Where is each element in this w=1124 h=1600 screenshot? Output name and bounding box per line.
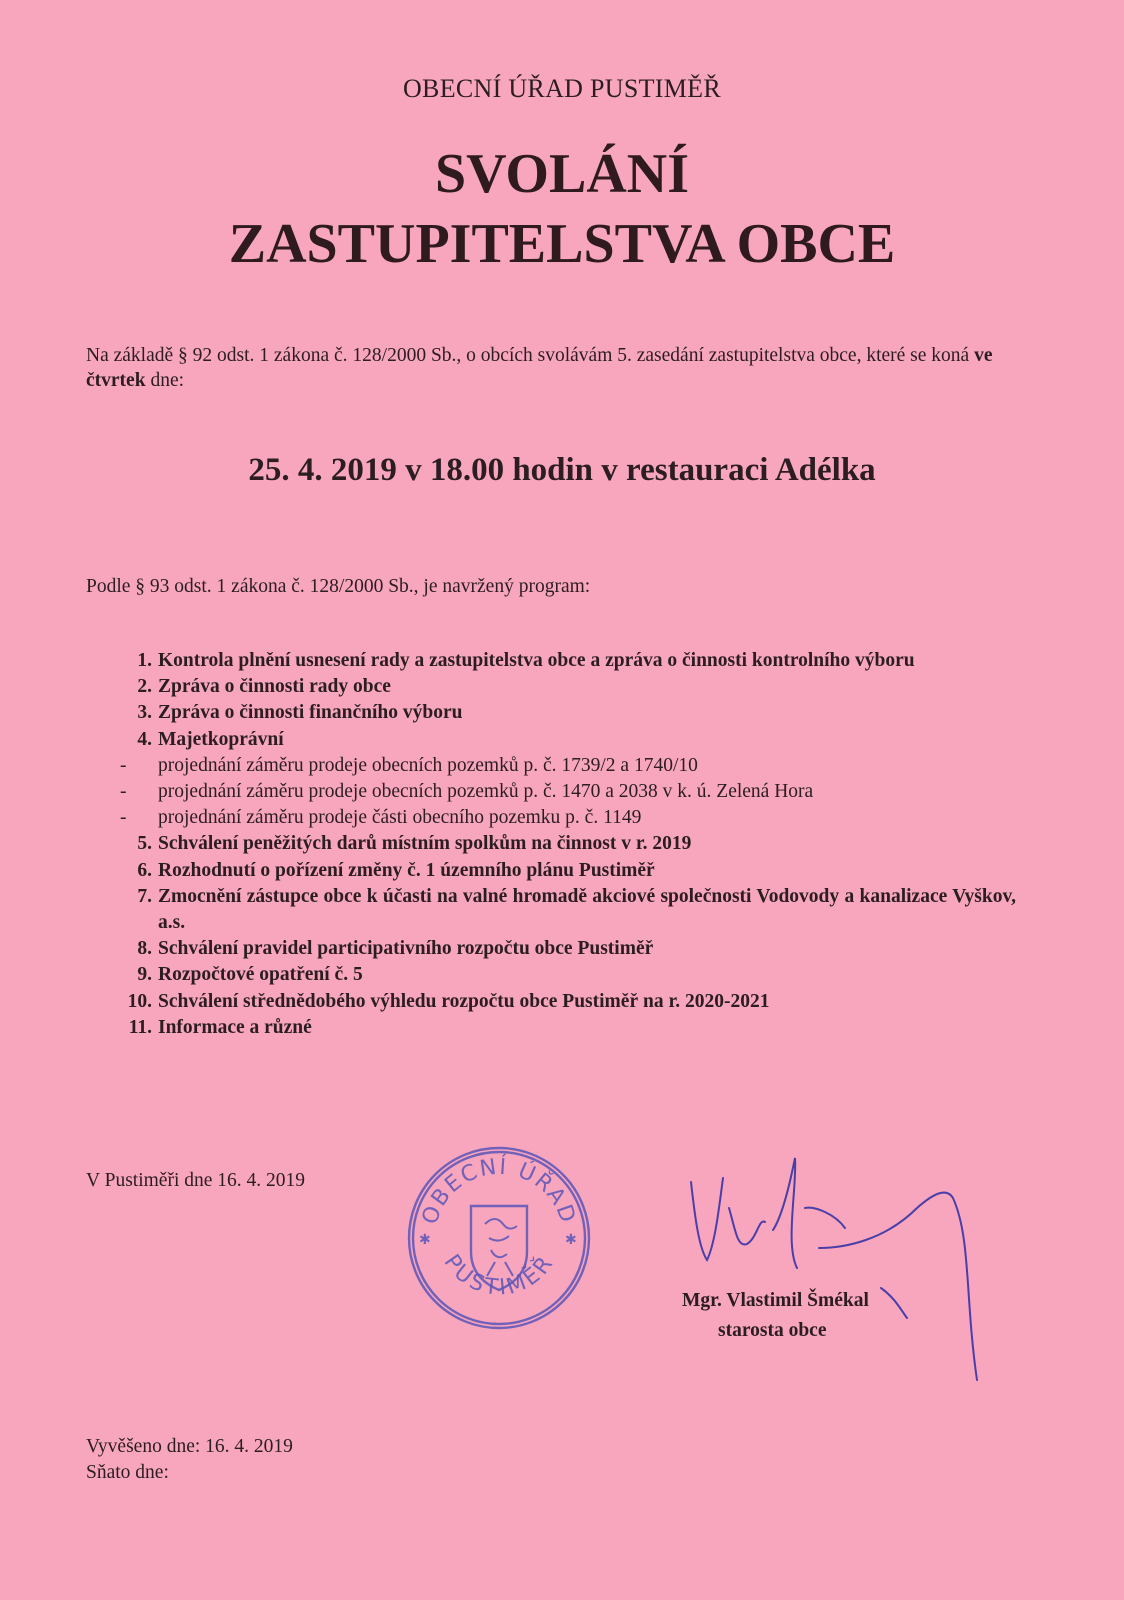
intro-paragraph <box>86 343 1046 393</box>
agenda-item-marker: - <box>120 781 127 803</box>
svg-text:✱: ✱ <box>419 1232 431 1248</box>
seal-text-bottom: PUSTIMĚŘ <box>438 1250 560 1301</box>
intro-text-before: Na základě § 92 odst. 1 zákona č. 128/2000 Sb., o obcích svolávám 5. zasedání zastupitelstva obce, které se koná <box>86 345 975 366</box>
intro-text-after: dne: <box>145 370 185 391</box>
agenda-item-marker: 11. <box>128 1016 152 1038</box>
agenda-item <box>116 962 1016 988</box>
svg-text:✱: ✱ <box>565 1232 577 1248</box>
agenda-item <box>116 727 1016 753</box>
intro-text-bold: ve čtvrtek <box>86 345 993 391</box>
agenda-item-text: Rozhodnutí o pořízení změny č. 1 územního plánu Pustiměř <box>158 859 655 881</box>
agenda-item-text: Schválení pravidel participativního rozpočtu obce Pustiměř <box>158 938 654 960</box>
agenda-item-text: Kontrola plnění usnesení rady a zastupitelstva obce a zpráva o činnosti kontrolního výboru <box>158 650 915 671</box>
agenda-item-text: Informace a různé <box>158 1016 312 1038</box>
place-and-date: V Pustiměři dne 16. 4. 2019 <box>86 1170 306 1191</box>
agenda-item <box>116 884 1016 936</box>
signer-name: Mgr. Vlastimil Šmékal <box>682 1290 869 1311</box>
document-title-line2: ZASTUPITELSTVA OBCE <box>228 213 896 275</box>
meeting-date-place: 25. 4. 2019 v 18.00 hodin v restauraci Adélka <box>248 452 876 488</box>
agenda-item-text: Rozpočtové opatření č. 5 <box>158 964 363 986</box>
agenda-item-text: projednání záměru prodeje části obecního pozemku p. č. 1149 <box>158 807 642 829</box>
agenda-item-marker: 10. <box>127 990 152 1012</box>
agenda-item-text: Schválení peněžitých darů místním spolkům na činnost v r. 2019 <box>158 833 692 855</box>
agenda-subitem <box>116 779 1016 805</box>
signer-role: starosta obce <box>718 1320 827 1341</box>
agenda-item-marker: - <box>120 754 127 776</box>
agenda-item <box>116 936 1016 962</box>
agenda-item-marker: 8. <box>137 938 152 960</box>
agenda-item-text: Schválení střednědobého výhledu rozpočtu obce Pustiměř na r. 2020-2021 <box>158 990 770 1012</box>
agenda-item-text: Zpráva o činnosti finančního výboru <box>158 702 463 724</box>
official-seal-stamp <box>405 1144 593 1332</box>
agenda-item-text: Majetkoprávní <box>158 728 284 750</box>
agenda-item <box>116 700 1016 726</box>
handwritten-signature <box>685 1148 1005 1388</box>
program-intro: Podle § 93 odst. 1 zákona č. 128/2000 Sb., je navržený program: <box>86 576 591 597</box>
agenda-item <box>116 1015 1016 1041</box>
agenda-item-marker: 2. <box>137 676 152 698</box>
agenda-list <box>116 648 1016 1041</box>
agenda-item-marker: - <box>120 807 127 829</box>
svg-text:OBECNÍ ÚŘAD <box>418 1154 581 1228</box>
agenda-item-text: projednání záměru prodeje obecních pozemků p. č. 1739/2 a 1740/10 <box>158 754 698 776</box>
agenda-item-marker: 3. <box>137 702 152 724</box>
agenda-item <box>116 989 1016 1015</box>
agenda-item-marker: 4. <box>137 728 152 750</box>
agenda-item <box>116 831 1016 857</box>
agenda-item-text: Zmocnění zástupce obce k účasti na valné hromadě akciové společnosti Vodovody a kanalizace Vyškov, a.s. <box>158 885 1016 934</box>
agenda-item-marker: 9. <box>137 964 152 986</box>
agenda-item-text: projednání záměru prodeje obecních pozemků p. č. 1470 a 2038 v k. ú. Zelená Hora <box>158 781 814 803</box>
agenda-item-marker: 1. <box>137 650 152 671</box>
posted-date: Vyvěšeno dne: 16. 4. 2019 <box>86 1436 293 1457</box>
seal-text-top: OBECNÍ ÚŘAD <box>417 1154 581 1228</box>
agenda-item-text: Zpráva o činnosti rady obce <box>158 676 391 698</box>
agenda-item <box>116 674 1016 700</box>
agenda-item-marker: 6. <box>137 859 152 881</box>
agenda-subitem <box>116 753 1016 779</box>
document-title-line1: SVOLÁNÍ <box>434 143 690 205</box>
removed-date: Sňato dne: <box>86 1462 169 1483</box>
agenda-item-marker: 7. <box>137 885 152 907</box>
agenda-item-marker: 5. <box>137 833 152 855</box>
issuing-authority: OBECNÍ ÚŘAD PUSTIMĚŘ <box>402 74 722 103</box>
agenda-item <box>116 858 1016 884</box>
agenda-subitem <box>116 805 1016 831</box>
agenda-item <box>116 648 1016 674</box>
